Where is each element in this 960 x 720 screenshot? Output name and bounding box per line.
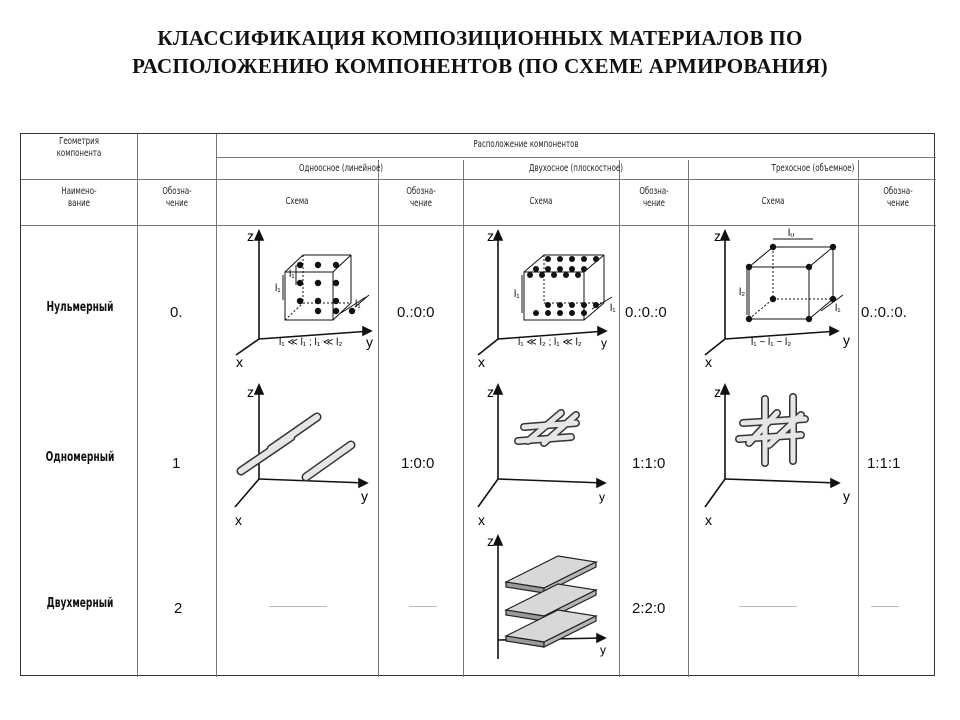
header-biaxial: Двухосное (плоскостное): [529, 163, 623, 174]
designation-one-dim: 1: [172, 455, 181, 472]
scheme-uni-zero: [221, 227, 376, 370]
formula-tri: l₁ ~ l₁ ~ l₂: [751, 337, 792, 348]
header-geometry: Геометрия компонента: [56, 136, 102, 159]
row-divider: [21, 225, 936, 226]
scheme-bi-two: [466, 534, 621, 674]
scheme-bi-zero: [466, 227, 621, 370]
header-name: Наимено- вание: [61, 186, 97, 209]
code-bi-zero: 0.:0.:0: [625, 304, 667, 321]
title-line-2: РАСПОЛОЖЕНИЮ КОМПОНЕНТОВ (ПО СХЕМЕ АРМИРОВАНИЯ): [132, 54, 828, 78]
header-arrangement: Расположение компонентов: [473, 139, 579, 150]
header-designation-bi: Обозна- чение: [639, 186, 669, 209]
svg-text:z: z: [247, 384, 254, 400]
formula-uni: l₁ ≪ l₁ ; l₁ ≪ l₂: [279, 337, 343, 348]
title-line-1: КЛАССИФИКАЦИЯ КОМПОЗИЦИОННЫХ МАТЕРИАЛОВ ПО: [157, 26, 803, 50]
code-tri-zero: 0.:0.:0.: [861, 304, 907, 321]
row-name-two-dim: Двухмерный: [46, 596, 114, 611]
empty-cell-dash: [739, 606, 797, 607]
svg-text:x: x: [705, 512, 712, 528]
svg-text:z: z: [487, 228, 494, 244]
scheme-bi-one: [466, 379, 621, 529]
axis-x-label: x: [236, 354, 243, 370]
empty-cell-dash: [409, 606, 437, 607]
code-uni-zero: 0.:0:0: [397, 304, 435, 321]
svg-text:y: y: [599, 490, 605, 504]
svg-text:y: y: [601, 336, 607, 350]
designation-zero-dim: 0.: [170, 304, 183, 321]
svg-text:l₁: l₁: [355, 299, 361, 310]
designation-two-dim: 2: [174, 600, 183, 617]
row-divider: [21, 179, 936, 180]
axis-y-label: y: [366, 334, 373, 350]
scheme-tri-one: [693, 379, 858, 529]
row-divider: [216, 157, 936, 158]
svg-text:z: z: [714, 228, 721, 244]
axis-z-label: z: [247, 228, 254, 244]
code-bi-one: 1:1:0: [632, 455, 666, 472]
code-tri-one: 1:1:1: [867, 455, 901, 472]
row-name-zero-dim: Нульмерный: [46, 300, 114, 315]
scheme-uni-one: [221, 379, 376, 529]
col-divider: [378, 160, 379, 677]
svg-text:y: y: [843, 332, 850, 348]
svg-text:y: y: [843, 488, 850, 504]
svg-text:x: x: [235, 512, 242, 528]
svg-text:l₁: l₁: [610, 303, 616, 314]
svg-text:z: z: [487, 533, 494, 549]
header-uniaxial: Одноосное (линейное): [298, 163, 384, 174]
header-scheme-tri: Схема: [761, 196, 785, 207]
page-title: [0, 24, 960, 80]
empty-cell-dash: [871, 606, 899, 607]
svg-text:z: z: [487, 384, 494, 400]
code-bi-two: 2:2:0: [632, 600, 666, 617]
svg-text:x: x: [705, 354, 712, 370]
svg-text:y: y: [600, 643, 606, 657]
header-scheme-bi: Схема: [529, 196, 553, 207]
classification-table: [20, 133, 935, 676]
svg-text:x: x: [478, 512, 485, 528]
col-divider: [216, 134, 217, 677]
header-designation-tri: Обозна- чение: [883, 186, 913, 209]
code-uni-one: 1:0:0: [401, 455, 435, 472]
header-scheme-uni: Схема: [285, 196, 309, 207]
svg-text:l₁: l₁: [514, 289, 520, 300]
svg-text:l₁: l₁: [835, 303, 841, 314]
svg-text:lᵤ: lᵤ: [788, 228, 795, 239]
svg-text:l₁: l₁: [289, 269, 295, 280]
col-divider: [137, 134, 138, 677]
header-triaxial: Трехосное (объемное): [771, 163, 855, 174]
header-designation: Обозна- чение: [162, 186, 192, 209]
formula-bi: l₁ ≪ l₂ ; l₁ ≪ l₂: [518, 337, 582, 348]
svg-text:y: y: [361, 488, 368, 504]
svg-text:x: x: [478, 354, 485, 370]
svg-text:z: z: [714, 384, 721, 400]
empty-cell-dash: [269, 606, 327, 607]
col-divider: [463, 160, 464, 677]
header-designation-uni: Обозна- чение: [406, 186, 436, 209]
row-name-one-dim: Одномерный: [45, 450, 115, 465]
svg-text:l₁: l₁: [275, 283, 281, 294]
col-divider: [688, 160, 689, 677]
scheme-tri-zero: [693, 227, 858, 370]
svg-text:l₂: l₂: [739, 287, 746, 298]
col-divider: [858, 160, 859, 677]
